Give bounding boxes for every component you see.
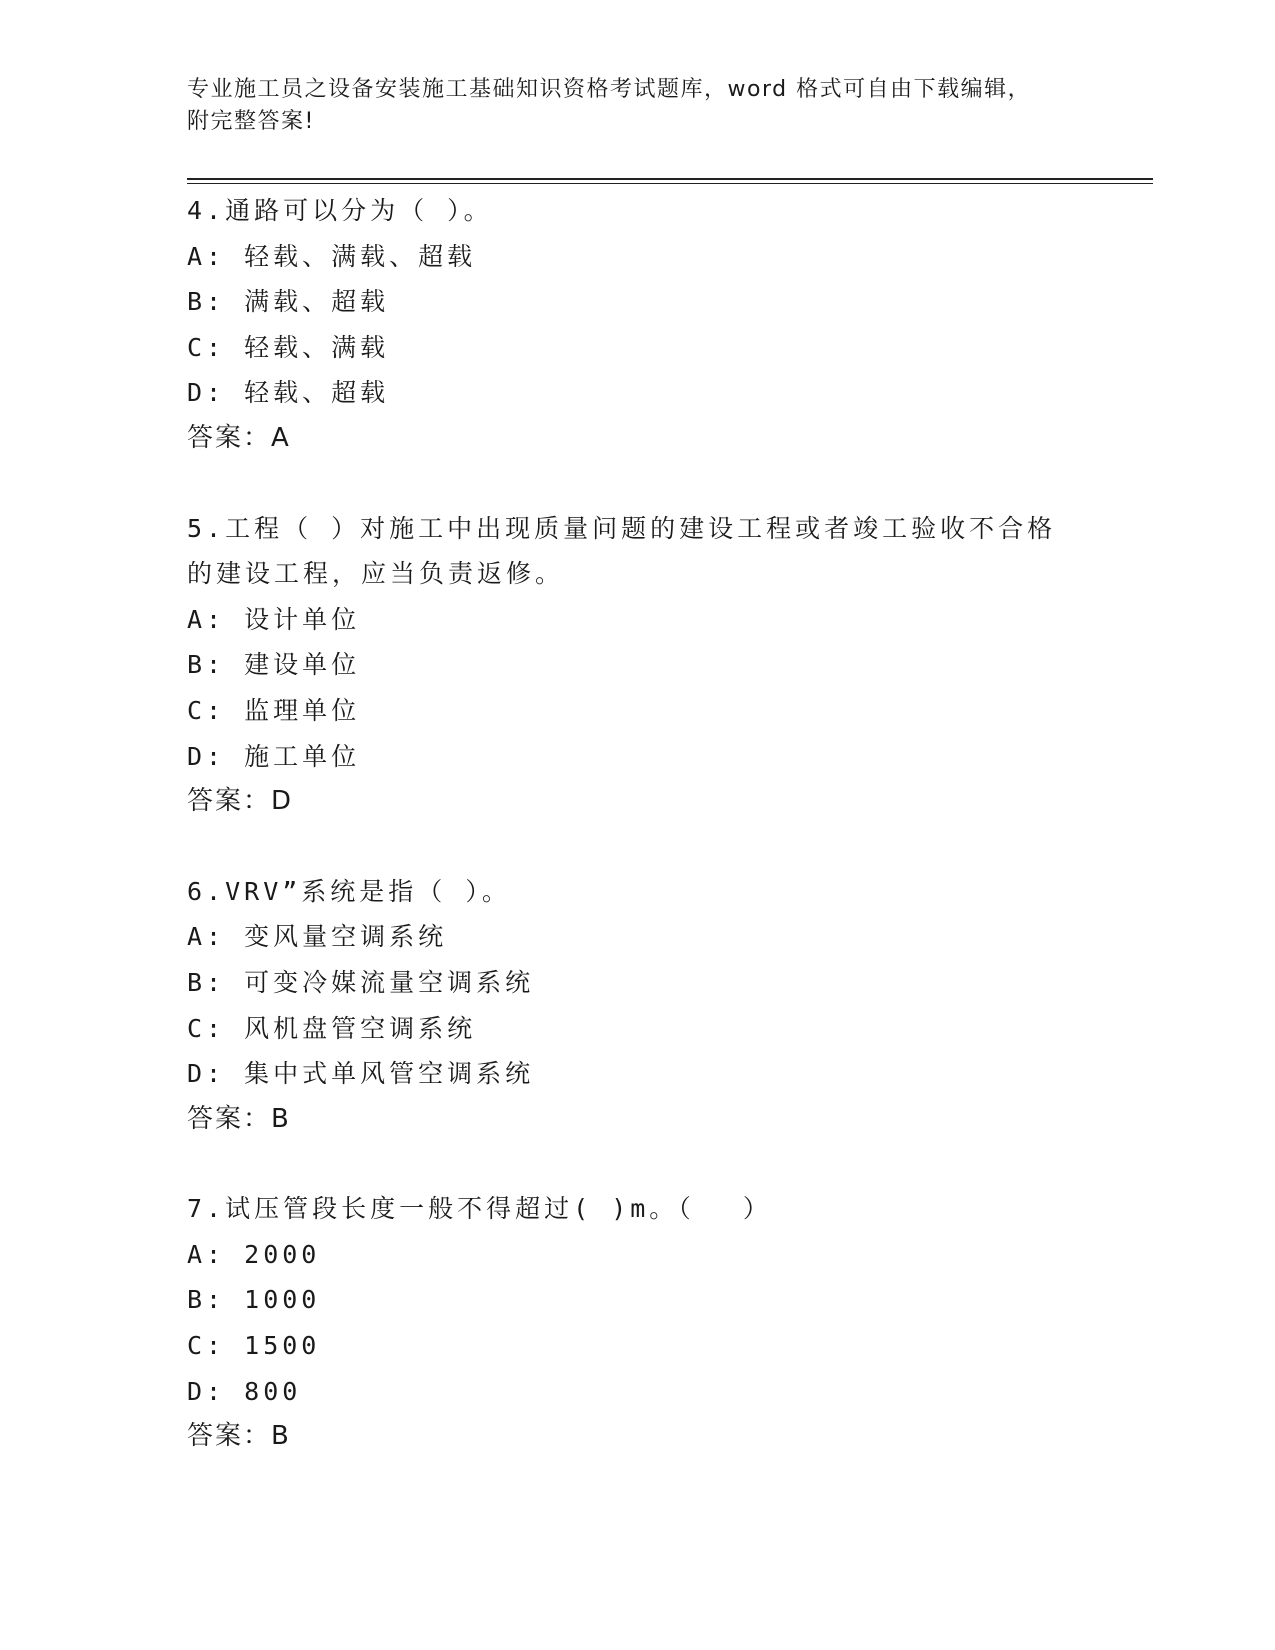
option-a: A: 变风量空调系统 bbox=[187, 922, 448, 952]
option-d: D: 施工单位 bbox=[187, 741, 361, 771]
question-7 bbox=[187, 1186, 1087, 1460]
option-c: C: 监理单位 bbox=[187, 695, 361, 725]
option-a: A: 轻载、满载、超载 bbox=[187, 241, 477, 271]
question-5 bbox=[187, 506, 1087, 825]
header-divider-thick bbox=[187, 178, 1153, 180]
option-c: C: 风机盘管空调系统 bbox=[187, 1013, 477, 1043]
option-c: C: 1500 bbox=[187, 1331, 321, 1361]
header-divider-thin bbox=[187, 183, 1153, 184]
option-a: A: 设计单位 bbox=[187, 604, 361, 634]
question-stem: 6.VRV”系统是指（ ）。 bbox=[187, 876, 511, 906]
option-a: A: 2000 bbox=[187, 1239, 321, 1269]
question-stem: 4.通路可以分为（ ）。 bbox=[187, 196, 493, 225]
answer-label: 答案：B bbox=[187, 1421, 291, 1452]
option-d: D: 轻载、超载 bbox=[187, 378, 390, 408]
option-c: C: 轻载、满载 bbox=[187, 332, 390, 362]
question-stem: 5.工程（ ）对施工中出现质量问题的建设工程或者竣工验收不合格的建设工程，应当负责返修。 bbox=[187, 513, 1057, 589]
option-b: B: 建设单位 bbox=[187, 650, 361, 680]
answer-label: 答案：B bbox=[187, 1103, 291, 1134]
question-6 bbox=[187, 869, 1087, 1143]
question-4 bbox=[187, 188, 1087, 462]
option-d: D: 集中式单风管空调系统 bbox=[187, 1059, 535, 1089]
document-header bbox=[187, 74, 1067, 138]
option-b: B: 可变冷媒流量空调系统 bbox=[187, 967, 535, 997]
question-stem: 7.试压管段长度一般不得超过( )m。（ ） bbox=[187, 1194, 772, 1224]
option-d: D: 800 bbox=[187, 1376, 302, 1406]
option-b: B: 1000 bbox=[187, 1285, 321, 1315]
question-list bbox=[187, 188, 1087, 1504]
option-b: B: 满载、超载 bbox=[187, 287, 390, 317]
answer-label: 答案：A bbox=[187, 422, 291, 453]
header-title-line-1: 专业施工员之设备安装施工基础知识资格考试题库，word 格式可自由下载编辑， bbox=[187, 77, 1032, 102]
answer-label: 答案：D bbox=[187, 786, 294, 817]
header-title-line-2: 附完整答案! bbox=[187, 109, 315, 134]
